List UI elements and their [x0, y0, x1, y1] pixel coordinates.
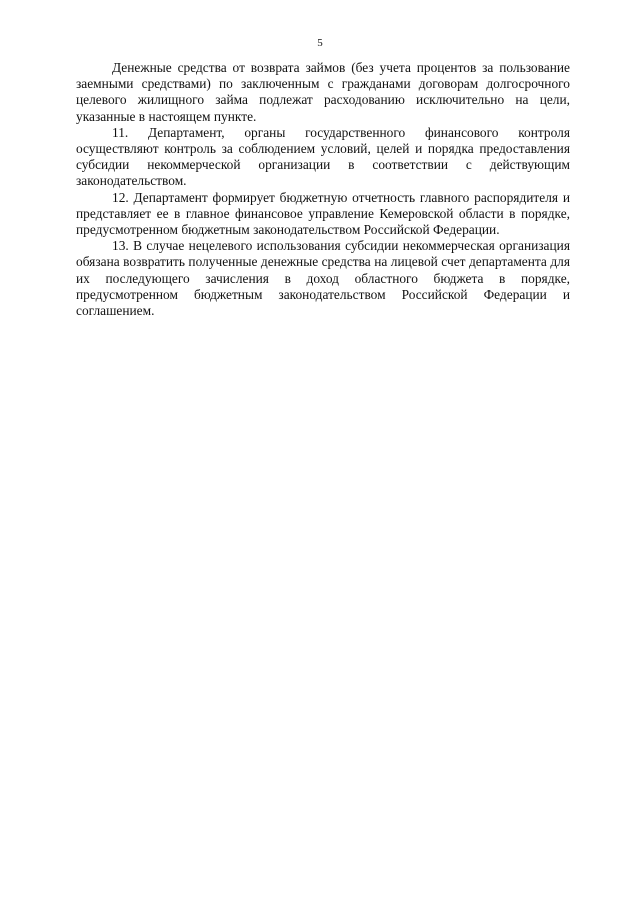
paragraph-12-reporting: 12. Департамент формирует бюджетную отчетность главного распорядителя и представляет ее в главное финансовое управление Кемеровской области в порядке, предусмотренном бюджетным законодательством Российской Федерации.	[76, 189, 570, 238]
page-number: 5	[317, 37, 323, 49]
paragraph-11-control: 11. Департамент, органы государственного финансового контроля осуществляют контроль за соблюдением условий, целей и порядка предоставления субсидии некоммерческой организации в соответствии с действующим законодательством.	[76, 124, 570, 189]
paragraph-13-refund: 13. В случае нецелевого использования субсидии некоммерческая организация обязана возвратить полученные денежные средства на лицевой счет департамента для их последующего зачисления в доход областного бюджета в порядке, предусмотренном бюджетным законодательством Российской Федерации и соглашением.	[76, 238, 570, 319]
document-body	[76, 60, 570, 319]
paragraph-loan-funds: Денежные средства от возврата займов (без учета процентов за пользование заемными средствами) по заключенным с гражданами договорам долгосрочного целевого жилищного займа подлежат расходованию исключительно на цели, указанные в настоящем пункте.	[76, 60, 570, 124]
